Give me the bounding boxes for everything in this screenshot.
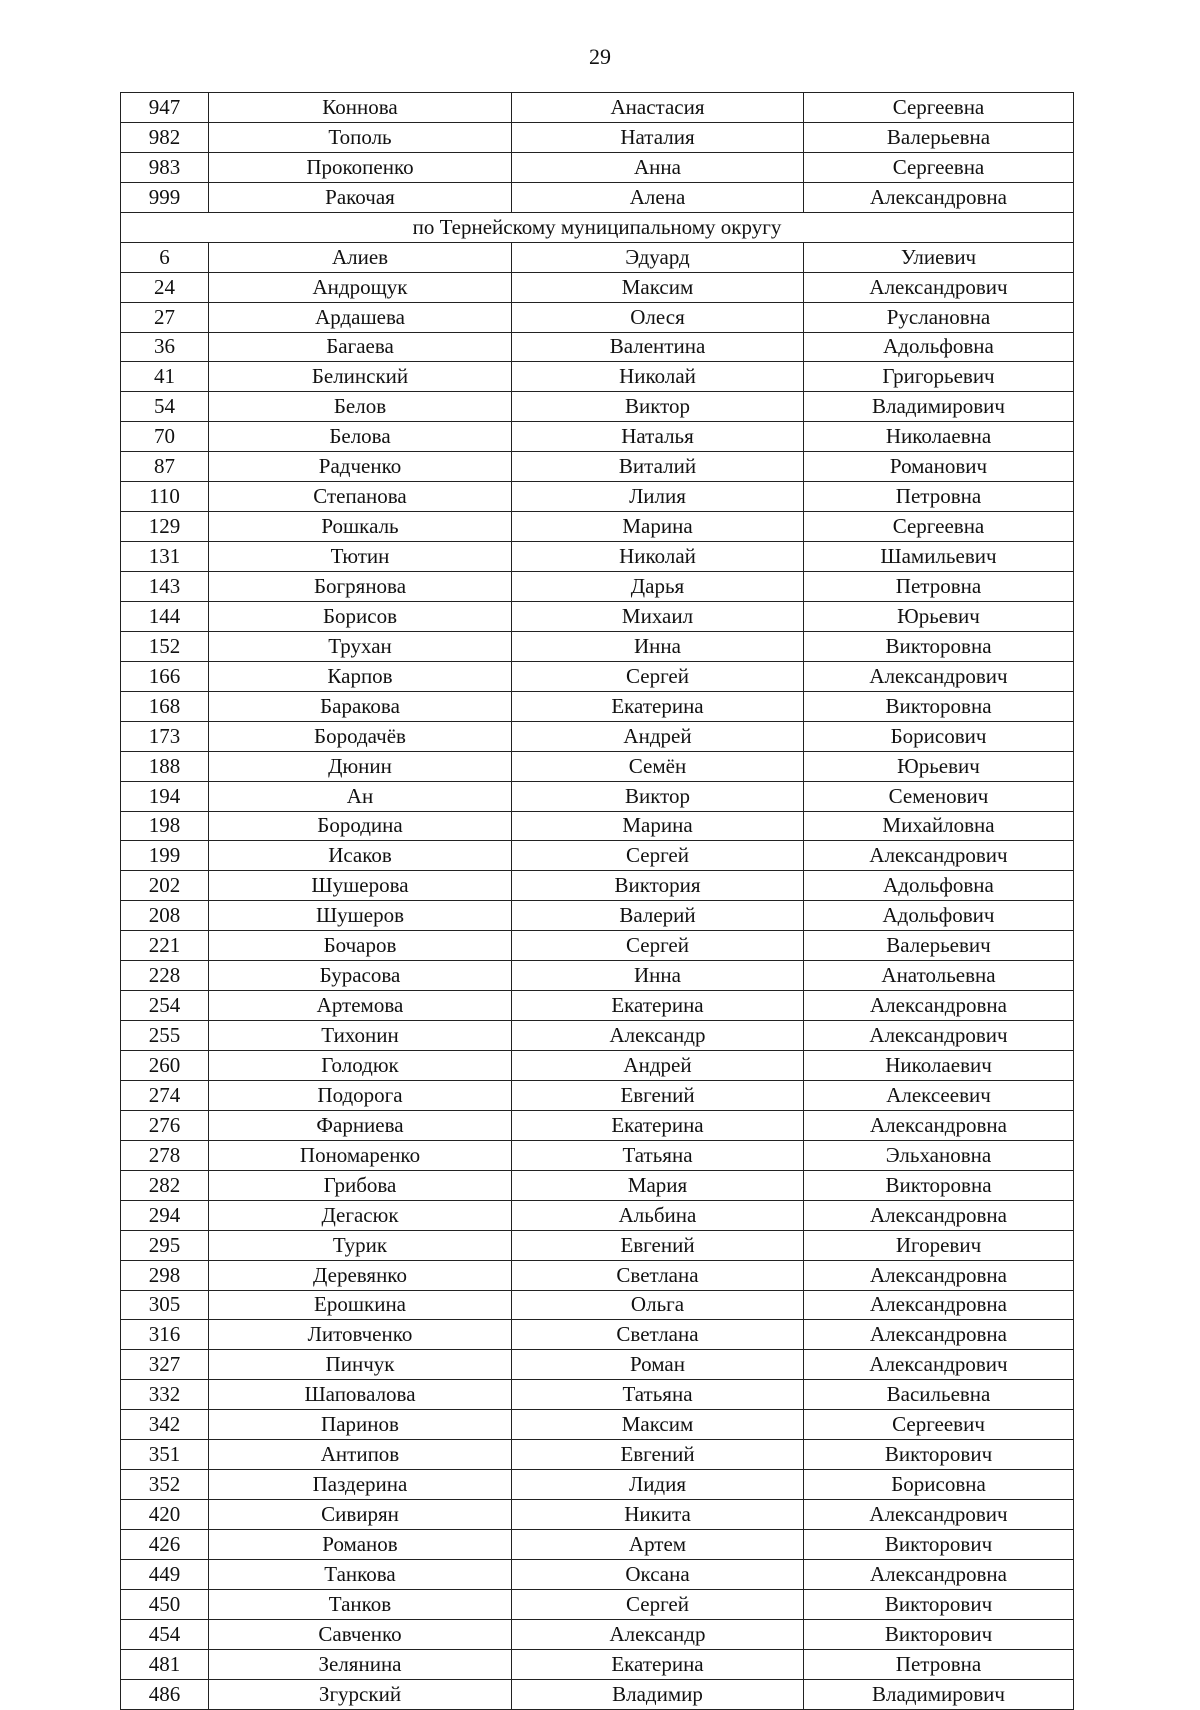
cell-last-name: Белинский: [209, 362, 512, 392]
table-row: [121, 512, 1074, 542]
cell-number: 208: [121, 901, 209, 931]
cell-patronymic: Александровна: [804, 1320, 1074, 1350]
cell-first-name: Екатерина: [512, 1110, 804, 1140]
cell-number: 274: [121, 1080, 209, 1110]
table-row: [121, 661, 1074, 691]
cell-patronymic: Александровна: [804, 1110, 1074, 1140]
table-row: [121, 302, 1074, 332]
table-row: [121, 1440, 1074, 1470]
cell-patronymic: Адольфович: [804, 901, 1074, 931]
cell-first-name: Лидия: [512, 1470, 804, 1500]
table-row: [121, 242, 1074, 272]
cell-number: 129: [121, 512, 209, 542]
cell-first-name: Екатерина: [512, 1649, 804, 1679]
table-row: [121, 1021, 1074, 1051]
cell-patronymic: Александровна: [804, 1559, 1074, 1589]
cell-patronymic: Валерьевич: [804, 931, 1074, 961]
table-row: [121, 1380, 1074, 1410]
cell-number: 36: [121, 332, 209, 362]
cell-patronymic: Шамильевич: [804, 542, 1074, 572]
cell-first-name: Марина: [512, 811, 804, 841]
cell-last-name: Тополь: [209, 122, 512, 152]
table-row: [121, 1530, 1074, 1560]
cell-first-name: Роман: [512, 1350, 804, 1380]
cell-number: 70: [121, 422, 209, 452]
cell-last-name: Грибова: [209, 1170, 512, 1200]
cell-last-name: Савченко: [209, 1619, 512, 1649]
cell-first-name: Светлана: [512, 1320, 804, 1350]
cell-number: 294: [121, 1200, 209, 1230]
cell-first-name: Андрей: [512, 721, 804, 751]
cell-number: 327: [121, 1350, 209, 1380]
cell-number: 260: [121, 1051, 209, 1081]
cell-patronymic: Григорьевич: [804, 362, 1074, 392]
table-row: [121, 601, 1074, 631]
cell-patronymic: Игоревич: [804, 1230, 1074, 1260]
cell-patronymic: Юрьевич: [804, 751, 1074, 781]
cell-patronymic: Викторович: [804, 1589, 1074, 1619]
table-row: [121, 1350, 1074, 1380]
cell-patronymic: Викторович: [804, 1619, 1074, 1649]
cell-first-name: Ольга: [512, 1290, 804, 1320]
cell-last-name: Шушерова: [209, 871, 512, 901]
table-row: [121, 871, 1074, 901]
cell-patronymic: Петровна: [804, 482, 1074, 512]
cell-number: 351: [121, 1440, 209, 1470]
cell-patronymic: Эльхановна: [804, 1140, 1074, 1170]
table-row: [121, 721, 1074, 751]
cell-last-name: Рошкаль: [209, 512, 512, 542]
cell-patronymic: Борисовна: [804, 1470, 1074, 1500]
table-row: [121, 1170, 1074, 1200]
cell-last-name: Деревянко: [209, 1260, 512, 1290]
cell-patronymic: Александровна: [804, 1290, 1074, 1320]
cell-first-name: Наталия: [512, 122, 804, 152]
cell-last-name: Танков: [209, 1589, 512, 1619]
cell-number: 228: [121, 961, 209, 991]
cell-number: 342: [121, 1410, 209, 1440]
cell-number: 305: [121, 1290, 209, 1320]
cell-first-name: Виктор: [512, 392, 804, 422]
table-row: [121, 961, 1074, 991]
cell-number: 6: [121, 242, 209, 272]
cell-first-name: Дарья: [512, 572, 804, 602]
cell-first-name: Николай: [512, 542, 804, 572]
cell-last-name: Паринов: [209, 1410, 512, 1440]
cell-number: 254: [121, 991, 209, 1021]
cell-last-name: Шушеров: [209, 901, 512, 931]
cell-last-name: Литовченко: [209, 1320, 512, 1350]
cell-patronymic: Александрович: [804, 272, 1074, 302]
cell-number: 198: [121, 811, 209, 841]
cell-number: 87: [121, 452, 209, 482]
cell-last-name: Бочаров: [209, 931, 512, 961]
cell-number: 298: [121, 1260, 209, 1290]
table-row: [121, 452, 1074, 482]
cell-patronymic: Николаевна: [804, 422, 1074, 452]
table-row: [121, 811, 1074, 841]
cell-number: 131: [121, 542, 209, 572]
cell-last-name: Бурасова: [209, 961, 512, 991]
cell-number: 947: [121, 93, 209, 123]
cell-first-name: Инна: [512, 961, 804, 991]
cell-patronymic: Руслановна: [804, 302, 1074, 332]
cell-first-name: Эдуард: [512, 242, 804, 272]
cell-first-name: Евгений: [512, 1080, 804, 1110]
cell-first-name: Сергей: [512, 931, 804, 961]
cell-patronymic: Владимирович: [804, 392, 1074, 422]
cell-last-name: Згурский: [209, 1679, 512, 1709]
cell-last-name: Фарниева: [209, 1110, 512, 1140]
cell-last-name: Артемова: [209, 991, 512, 1021]
cell-number: 450: [121, 1589, 209, 1619]
cell-first-name: Сергей: [512, 1589, 804, 1619]
cell-number: 173: [121, 721, 209, 751]
table-row: [121, 1559, 1074, 1589]
cell-number: 41: [121, 362, 209, 392]
table-row: [121, 1679, 1074, 1709]
table-row: [121, 1589, 1074, 1619]
cell-patronymic: Борисович: [804, 721, 1074, 751]
cell-last-name: Алиев: [209, 242, 512, 272]
cell-patronymic: Викторовна: [804, 1170, 1074, 1200]
cell-last-name: Танкова: [209, 1559, 512, 1589]
cell-last-name: Баракова: [209, 691, 512, 721]
cell-patronymic: Сергеевна: [804, 93, 1074, 123]
cell-first-name: Оксана: [512, 1559, 804, 1589]
table-row: [121, 1410, 1074, 1440]
cell-patronymic: Александрович: [804, 1021, 1074, 1051]
cell-patronymic: Александрович: [804, 1500, 1074, 1530]
cell-number: 352: [121, 1470, 209, 1500]
cell-number: 188: [121, 751, 209, 781]
cell-last-name: Сивирян: [209, 1500, 512, 1530]
table-row: [121, 1200, 1074, 1230]
cell-patronymic: Юрьевич: [804, 601, 1074, 631]
cell-number: 54: [121, 392, 209, 422]
page-number: 29: [589, 44, 611, 69]
cell-last-name: Борисов: [209, 601, 512, 631]
cell-number: 202: [121, 871, 209, 901]
cell-patronymic: Алексеевич: [804, 1080, 1074, 1110]
cell-last-name: Ан: [209, 781, 512, 811]
cell-last-name: Пономаренко: [209, 1140, 512, 1170]
cell-first-name: Анастасия: [512, 93, 804, 123]
rows-after-section: [121, 242, 1074, 1709]
table-row: [121, 182, 1074, 212]
cell-last-name: Дегасюк: [209, 1200, 512, 1230]
section-header-row: [121, 212, 1074, 242]
cell-first-name: Алена: [512, 182, 804, 212]
cell-last-name: Тихонин: [209, 1021, 512, 1051]
cell-first-name: Максим: [512, 272, 804, 302]
cell-patronymic: Сергеевна: [804, 152, 1074, 182]
cell-number: 27: [121, 302, 209, 332]
cell-first-name: Олеся: [512, 302, 804, 332]
cell-number: 449: [121, 1559, 209, 1589]
cell-first-name: Светлана: [512, 1260, 804, 1290]
cell-first-name: Виталий: [512, 452, 804, 482]
cell-patronymic: Семенович: [804, 781, 1074, 811]
cell-first-name: Валерий: [512, 901, 804, 931]
cell-first-name: Валентина: [512, 332, 804, 362]
cell-last-name: Исаков: [209, 841, 512, 871]
cell-number: 199: [121, 841, 209, 871]
cell-number: 426: [121, 1530, 209, 1560]
table-row: [121, 1320, 1074, 1350]
cell-number: 194: [121, 781, 209, 811]
cell-first-name: Наталья: [512, 422, 804, 452]
table-row: [121, 781, 1074, 811]
cell-last-name: Багаева: [209, 332, 512, 362]
table-row: [121, 542, 1074, 572]
cell-first-name: Мария: [512, 1170, 804, 1200]
table-row: [121, 631, 1074, 661]
cell-first-name: Артем: [512, 1530, 804, 1560]
cell-first-name: Александр: [512, 1619, 804, 1649]
cell-number: 144: [121, 601, 209, 631]
cell-number: 282: [121, 1170, 209, 1200]
cell-patronymic: Петровна: [804, 572, 1074, 602]
cell-number: 454: [121, 1619, 209, 1649]
cell-patronymic: Николаевич: [804, 1051, 1074, 1081]
cell-first-name: Марина: [512, 512, 804, 542]
cell-number: 486: [121, 1679, 209, 1709]
cell-last-name: Антипов: [209, 1440, 512, 1470]
table-row: [121, 1140, 1074, 1170]
cell-last-name: Бородина: [209, 811, 512, 841]
table-row: [121, 901, 1074, 931]
cell-last-name: Паздерина: [209, 1470, 512, 1500]
cell-number: 221: [121, 931, 209, 961]
cell-patronymic: Сергеевна: [804, 512, 1074, 542]
cell-number: 168: [121, 691, 209, 721]
cell-first-name: Екатерина: [512, 691, 804, 721]
cell-first-name: Виктория: [512, 871, 804, 901]
cell-number: 481: [121, 1649, 209, 1679]
cell-number: 255: [121, 1021, 209, 1051]
cell-first-name: Андрей: [512, 1051, 804, 1081]
table-row: [121, 422, 1074, 452]
section-title: по Тернейскому муниципальному округу: [121, 212, 1074, 242]
table-row: [121, 1649, 1074, 1679]
cell-first-name: Сергей: [512, 841, 804, 871]
cell-patronymic: Анатольевна: [804, 961, 1074, 991]
table-row: [121, 1470, 1074, 1500]
cell-last-name: Шаповалова: [209, 1380, 512, 1410]
cell-last-name: Бородачёв: [209, 721, 512, 751]
cell-first-name: Альбина: [512, 1200, 804, 1230]
cell-first-name: Сергей: [512, 661, 804, 691]
cell-first-name: Александр: [512, 1021, 804, 1051]
cell-patronymic: Александрович: [804, 1350, 1074, 1380]
cell-patronymic: Адольфовна: [804, 332, 1074, 362]
table-row: [121, 482, 1074, 512]
cell-patronymic: Викторовна: [804, 691, 1074, 721]
cell-patronymic: Александровна: [804, 991, 1074, 1021]
cell-patronymic: Адольфовна: [804, 871, 1074, 901]
cell-last-name: Романов: [209, 1530, 512, 1560]
cell-last-name: Турик: [209, 1230, 512, 1260]
cell-number: 143: [121, 572, 209, 602]
cell-last-name: Пинчук: [209, 1350, 512, 1380]
cell-patronymic: Александрович: [804, 661, 1074, 691]
cell-patronymic: Александровна: [804, 182, 1074, 212]
table-row: [121, 1290, 1074, 1320]
cell-number: 278: [121, 1140, 209, 1170]
rows-before-section: [121, 93, 1074, 213]
table-row: [121, 1619, 1074, 1649]
cell-last-name: Андрощук: [209, 272, 512, 302]
cell-last-name: Голодюк: [209, 1051, 512, 1081]
cell-number: 110: [121, 482, 209, 512]
cell-first-name: Екатерина: [512, 991, 804, 1021]
cell-patronymic: Александровна: [804, 1260, 1074, 1290]
table-row: [121, 272, 1074, 302]
cell-number: 983: [121, 152, 209, 182]
table-row: [121, 93, 1074, 123]
table-row: [121, 332, 1074, 362]
table-row: [121, 691, 1074, 721]
table-row: [121, 122, 1074, 152]
cell-first-name: Евгений: [512, 1440, 804, 1470]
cell-last-name: Подорога: [209, 1080, 512, 1110]
cell-last-name: Коннова: [209, 93, 512, 123]
cell-first-name: Максим: [512, 1410, 804, 1440]
table-row: [121, 1500, 1074, 1530]
cell-patronymic: Михайловна: [804, 811, 1074, 841]
table-row: [121, 1080, 1074, 1110]
table-row: [121, 841, 1074, 871]
cell-last-name: Богрянова: [209, 572, 512, 602]
cell-first-name: Татьяна: [512, 1380, 804, 1410]
cell-patronymic: Викторович: [804, 1530, 1074, 1560]
cell-number: 166: [121, 661, 209, 691]
table-row: [121, 362, 1074, 392]
cell-first-name: Семён: [512, 751, 804, 781]
table-row: [121, 1110, 1074, 1140]
cell-last-name: Белова: [209, 422, 512, 452]
cell-patronymic: Валерьевна: [804, 122, 1074, 152]
cell-last-name: Прокопенко: [209, 152, 512, 182]
cell-first-name: Евгений: [512, 1230, 804, 1260]
table-row: [121, 572, 1074, 602]
cell-number: 152: [121, 631, 209, 661]
table-row: [121, 1230, 1074, 1260]
table-row: [121, 152, 1074, 182]
cell-last-name: Ерошкина: [209, 1290, 512, 1320]
cell-last-name: Трухан: [209, 631, 512, 661]
cell-first-name: Николай: [512, 362, 804, 392]
cell-patronymic: Сергеевич: [804, 1410, 1074, 1440]
cell-number: 276: [121, 1110, 209, 1140]
cell-first-name: Анна: [512, 152, 804, 182]
cell-last-name: Степанова: [209, 482, 512, 512]
cell-patronymic: Васильевна: [804, 1380, 1074, 1410]
cell-first-name: Лилия: [512, 482, 804, 512]
cell-number: 316: [121, 1320, 209, 1350]
table-row: [121, 751, 1074, 781]
cell-first-name: Инна: [512, 631, 804, 661]
cell-last-name: Дюнин: [209, 751, 512, 781]
cell-first-name: Виктор: [512, 781, 804, 811]
cell-patronymic: Александрович: [804, 841, 1074, 871]
cell-last-name: Ракочая: [209, 182, 512, 212]
cell-number: 24: [121, 272, 209, 302]
cell-first-name: Владимир: [512, 1679, 804, 1709]
cell-patronymic: Викторович: [804, 1440, 1074, 1470]
cell-last-name: Карпов: [209, 661, 512, 691]
cell-last-name: Тютин: [209, 542, 512, 572]
cell-last-name: Зелянина: [209, 1649, 512, 1679]
table-row: [121, 931, 1074, 961]
cell-number: 982: [121, 122, 209, 152]
table-row: [121, 1260, 1074, 1290]
cell-first-name: Никита: [512, 1500, 804, 1530]
cell-first-name: Татьяна: [512, 1140, 804, 1170]
cell-patronymic: Романович: [804, 452, 1074, 482]
section-header-group: [121, 212, 1074, 242]
cell-last-name: Ардашева: [209, 302, 512, 332]
cell-patronymic: Александровна: [804, 1200, 1074, 1230]
cell-patronymic: Петровна: [804, 1649, 1074, 1679]
roster-table: [120, 92, 1074, 1710]
cell-number: 999: [121, 182, 209, 212]
table-row: [121, 991, 1074, 1021]
cell-patronymic: Викторовна: [804, 631, 1074, 661]
table-row: [121, 1051, 1074, 1081]
cell-first-name: Михаил: [512, 601, 804, 631]
cell-last-name: Радченко: [209, 452, 512, 482]
cell-patronymic: Владимирович: [804, 1679, 1074, 1709]
cell-last-name: Белов: [209, 392, 512, 422]
cell-number: 295: [121, 1230, 209, 1260]
table-row: [121, 392, 1074, 422]
cell-number: 332: [121, 1380, 209, 1410]
cell-number: 420: [121, 1500, 209, 1530]
cell-patronymic: Улиевич: [804, 242, 1074, 272]
